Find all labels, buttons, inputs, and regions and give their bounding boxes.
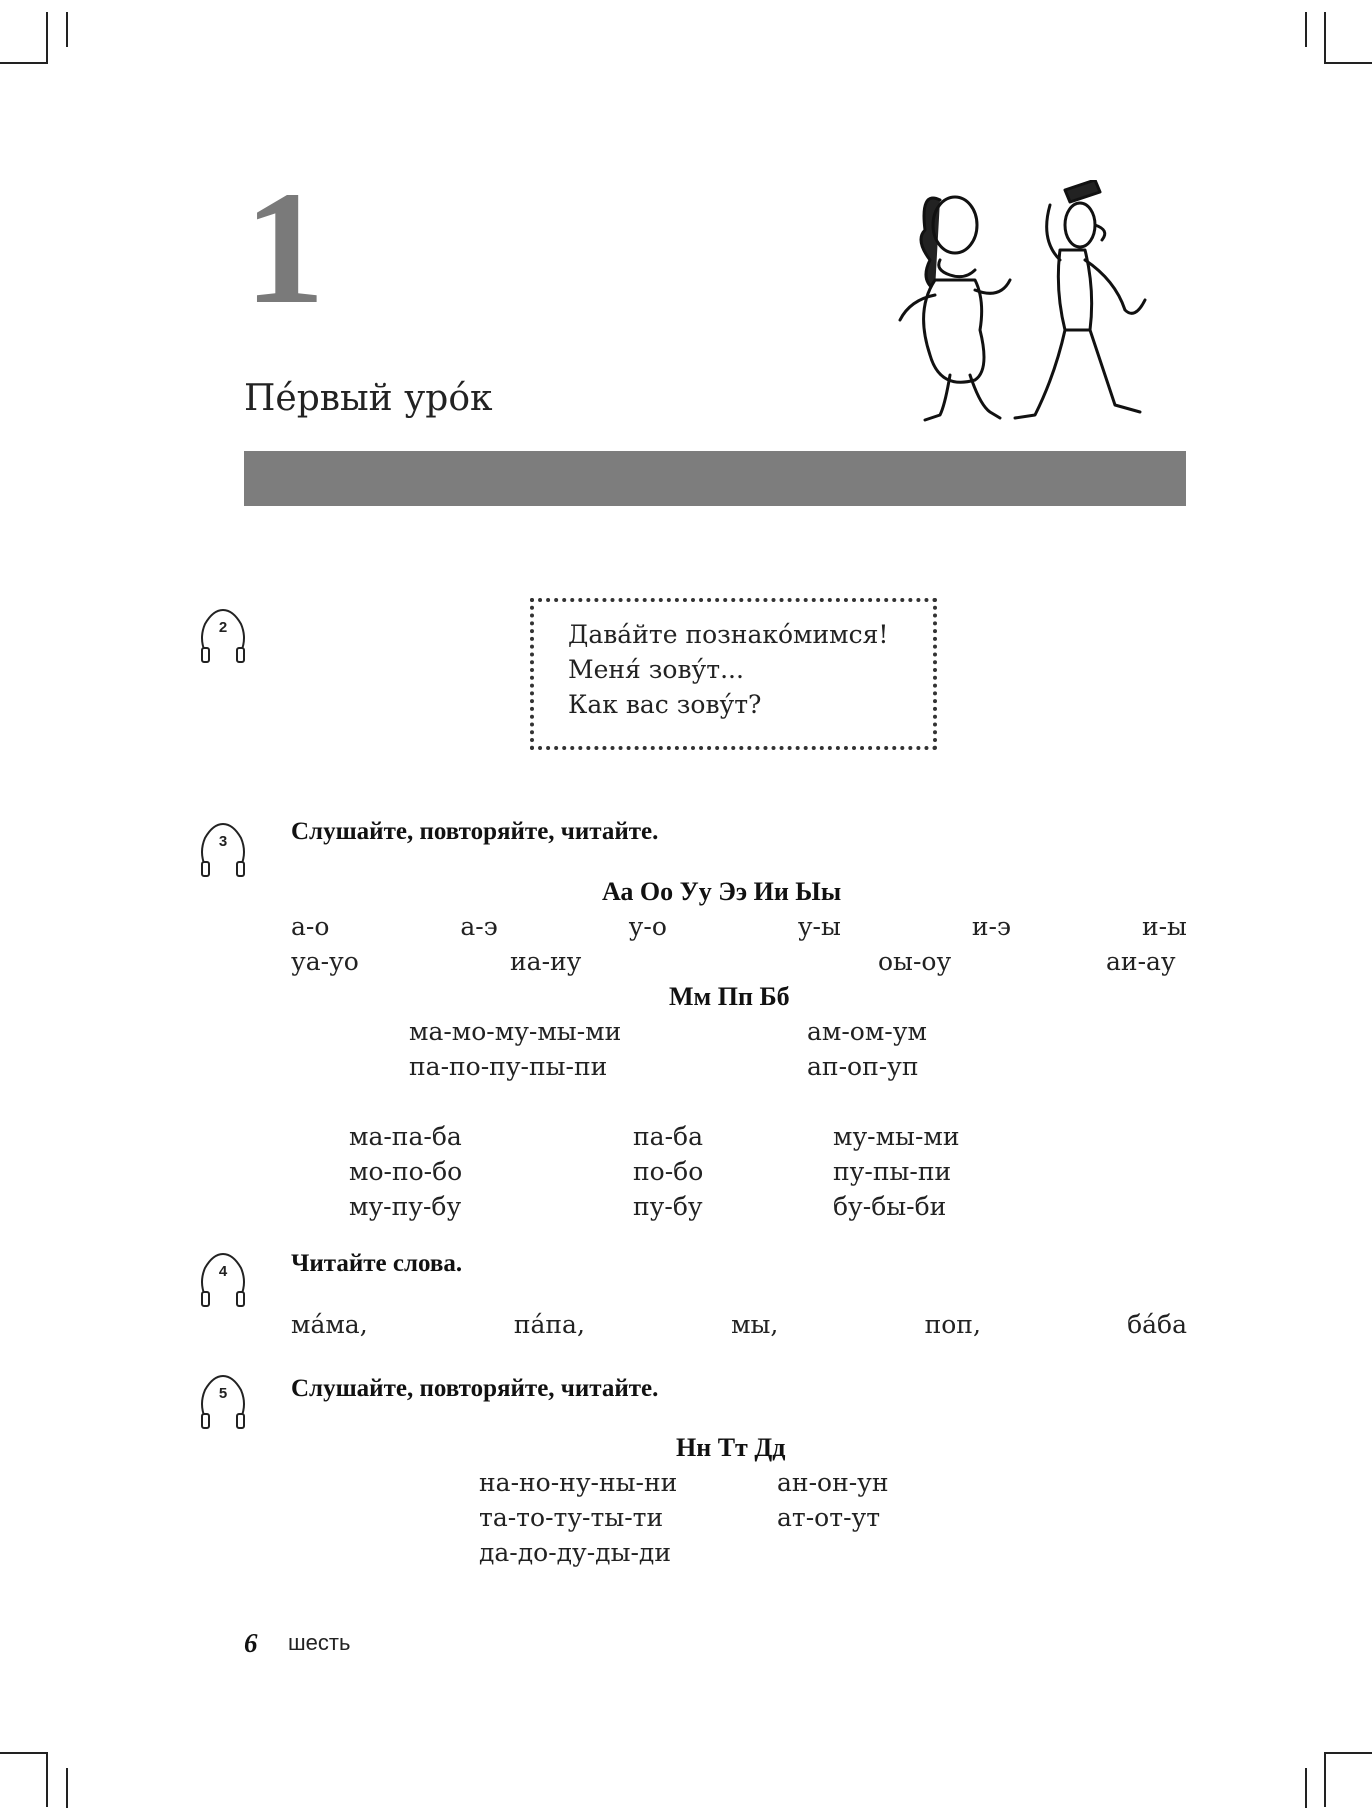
phrase-line: Дава́йте познако́мимся! — [568, 620, 889, 649]
letter-group-title: Нн Тт Дд — [676, 1433, 786, 1462]
syllable: у-о — [628, 912, 667, 941]
exercise-heading: Читайте слова. — [291, 1250, 463, 1277]
syllable: ан-он-ун — [777, 1468, 889, 1497]
syllable: пу-бу — [633, 1192, 703, 1221]
syllable: пу-пы-пи — [833, 1157, 952, 1186]
track-number: 3 — [218, 833, 228, 850]
dancing-couple-illustration — [880, 180, 1190, 425]
phrase-line: Как вас зову́т? — [568, 690, 762, 719]
syllable: по-бо — [633, 1157, 704, 1186]
word: поп, — [924, 1310, 981, 1339]
phrase-line: Меня́ зову́т... — [568, 655, 744, 684]
track-number: 4 — [218, 1263, 228, 1280]
lesson-number: 1 — [244, 159, 325, 338]
headphones-icon — [197, 1374, 249, 1434]
word: ба́ба — [1127, 1310, 1187, 1339]
exercise-heading: Слушайте, повторяйте, читайте. — [291, 818, 659, 845]
syllable: бу-бы-би — [833, 1192, 947, 1221]
syllable: ап-оп-уп — [807, 1052, 919, 1081]
syllable: мо-по-бо — [349, 1157, 463, 1186]
audio-track-4 — [197, 1252, 249, 1312]
track-number: 2 — [218, 619, 228, 636]
letter-group-title: Аа Оо Уу Ээ Ии Ыы — [602, 877, 842, 906]
syllable: и-э — [971, 912, 1011, 941]
syllable: да-до-ду-ды-ди — [479, 1538, 671, 1567]
headphones-icon — [197, 1252, 249, 1312]
syllable: ма-па-ба — [349, 1122, 462, 1151]
syllable: та-то-ту-ты-ти — [479, 1503, 664, 1532]
syllable: ам-ом-ум — [807, 1017, 927, 1046]
syllable: па-по-пу-пы-пи — [409, 1052, 608, 1081]
header-bar — [244, 451, 1186, 506]
syllable-row — [291, 912, 1187, 941]
syllable: у-ы — [797, 912, 841, 941]
audio-track-2 — [197, 608, 249, 668]
syllable: му-пу-бу — [349, 1192, 462, 1221]
page-number-word: шесть — [288, 1630, 351, 1655]
page-number: 6 — [244, 1628, 258, 1658]
word-row — [291, 1310, 1187, 1339]
word: ма́ма, — [291, 1310, 368, 1339]
syllable: а-э — [460, 912, 498, 941]
audio-track-5 — [197, 1374, 249, 1434]
word: па́па, — [513, 1310, 585, 1339]
lesson-title: Пе́рвый уро́к — [244, 378, 493, 419]
audio-track-3 — [197, 822, 249, 882]
syllable: а-о — [291, 912, 330, 941]
headphones-icon — [197, 822, 249, 882]
syllable: аи-ау — [1106, 947, 1176, 976]
syllable: ат-от-ут — [777, 1503, 881, 1532]
track-number: 5 — [218, 1385, 228, 1402]
syllable: и-ы — [1141, 912, 1187, 941]
syllable: уа-уо — [291, 947, 359, 976]
syllable: ма-мо-му-мы-ми — [409, 1017, 622, 1046]
word: мы, — [731, 1310, 779, 1339]
syllable: му-мы-ми — [833, 1122, 960, 1151]
letter-group-title: Мм Пп Бб — [669, 982, 790, 1011]
syllable: иа-иу — [510, 947, 582, 976]
syllable: па-ба — [633, 1122, 703, 1151]
syllable: на-но-ну-ны-ни — [479, 1468, 678, 1497]
syllable: оы-оу — [878, 947, 952, 976]
exercise-heading: Слушайте, повторяйте, читайте. — [291, 1375, 659, 1402]
headphones-icon — [197, 608, 249, 668]
